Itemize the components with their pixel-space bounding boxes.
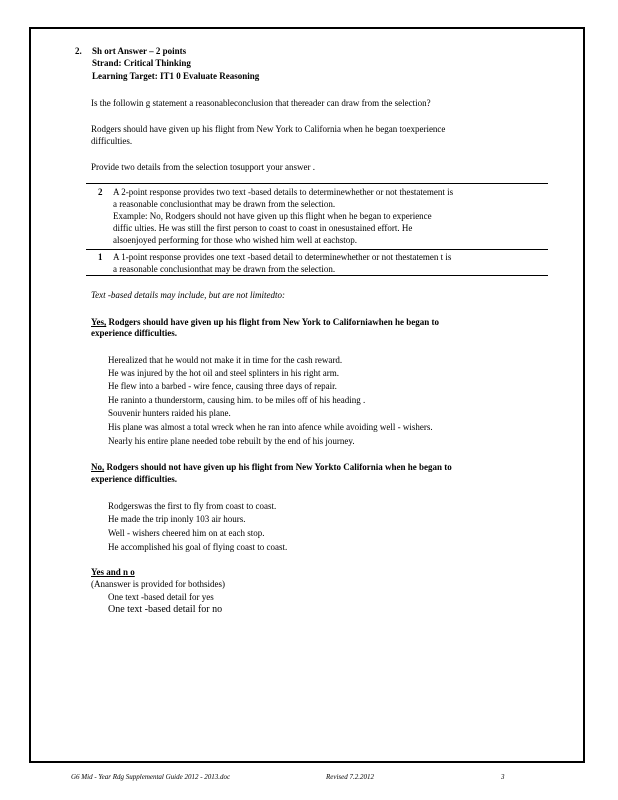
yes-bullet-4: He raninto a thunderstorm, causing him. to be miles off of his heading . (108, 395, 366, 405)
footer-filename: G6 Mid - Year Rdg Supplemental Guide 2012 - 2013.doc (71, 773, 231, 781)
no-heading-line-2: experience difficulties. (91, 474, 177, 484)
yes-bullet-3: He flew into a barbed - wire fence, causing three days of repair. (108, 381, 337, 391)
rubric-2-line-5: alsoenjoyed performing for those who wished him well at eachstop. (113, 235, 357, 245)
rubric-divider (86, 249, 548, 250)
rubric-1-line-2: a reasonable conclusionthat may be drawn from the selection. (113, 264, 336, 274)
yes-heading-lead: Yes, (91, 317, 107, 327)
no-heading (91, 462, 452, 473)
yes-bullet-7: Nearly his entire plane needed tobe rebuilt by the end of his journey. (108, 436, 355, 446)
yes-heading (91, 317, 439, 328)
no-bullet-2: He made the trip inonly 103 air hours. (108, 514, 246, 524)
rubric-score-2: 2 (98, 187, 103, 197)
yes-bullet-2: He was injured by the hot oil and steel splinters in his right arm. (108, 368, 339, 378)
no-heading-rest: Rodgers should not have given up his flight from New Yorkto California when he began to (104, 462, 452, 472)
rubric-2-line-3: Example: No, Rodgers should not have given up this flight when he began to experience (113, 211, 432, 221)
rubric-1-line-1: A 1-point response provides one text -based detail to determinewhether or not thestatemen t is (113, 252, 452, 262)
no-bullet-1: Rodgerswas the first to fly from coast to coast. (108, 501, 277, 511)
yes-heading-line-2: experience difficulties. (91, 328, 177, 338)
no-bullet-4: He accomplished his goal of flying coast to coast. (108, 542, 288, 552)
yes-no-bullet-1: One text -based detail for yes (108, 592, 214, 602)
rubric-2-line-2: a reasonable conclusionthat may be drawn from the selection. (113, 199, 336, 209)
strand-label: Strand: Critical Thinking (92, 58, 191, 68)
yes-bullet-5: Souvenir hunters raided his plane. (108, 408, 231, 418)
yes-heading-rest: Rodgers should have given up his flight from New York to Californiawhen he began to (106, 317, 440, 327)
no-bullet-3: Well - wishers cheered him on at each stop. (108, 528, 265, 538)
question-prompt: Provide two details from the selection tosupport your answer . (91, 162, 315, 172)
yes-and-no-note: (Ananswer is provided for bothsides) (91, 579, 225, 589)
yes-and-no-heading: Yes and n o (91, 567, 135, 577)
footer-revised: Revised 7.2.2012 (326, 773, 375, 781)
question-line-1: Is the followin g statement a reasonableconclusion that thereader can draw from the selection? (91, 98, 431, 108)
no-heading-lead: No, (91, 462, 105, 472)
details-intro: Text -based details may include, but are not limitedto: (91, 290, 286, 300)
yes-bullet-6: His plane was almost a total wreck when he ran into afence while avoiding well - wishers. (108, 422, 433, 432)
rubric-score-1: 1 (98, 252, 103, 262)
item-title: Sh ort Answer – 2 points (92, 46, 187, 56)
yes-no-bullet-2: One text -based detail for no (108, 604, 223, 615)
item-number: 2. (75, 46, 82, 56)
learning-target: Learning Target: IT1 0 Evaluate Reasoning (92, 71, 260, 81)
rubric-2-line-4: diffic ulties. He was still the first person to coast to coast in onesustained effort. He (113, 223, 413, 233)
footer-page-number: 3 (501, 773, 505, 781)
question-line-2: Rodgers should have given up his flight from New York to California when he began toexperience (91, 124, 446, 134)
question-line-3: difficulties. (91, 136, 133, 146)
rubric-2-line-1: A 2-point response provides two text -based details to determinewhether or not thestatement is (113, 187, 454, 197)
yes-bullet-1: Herealized that he would not make it in time for the cash reward. (108, 355, 343, 365)
